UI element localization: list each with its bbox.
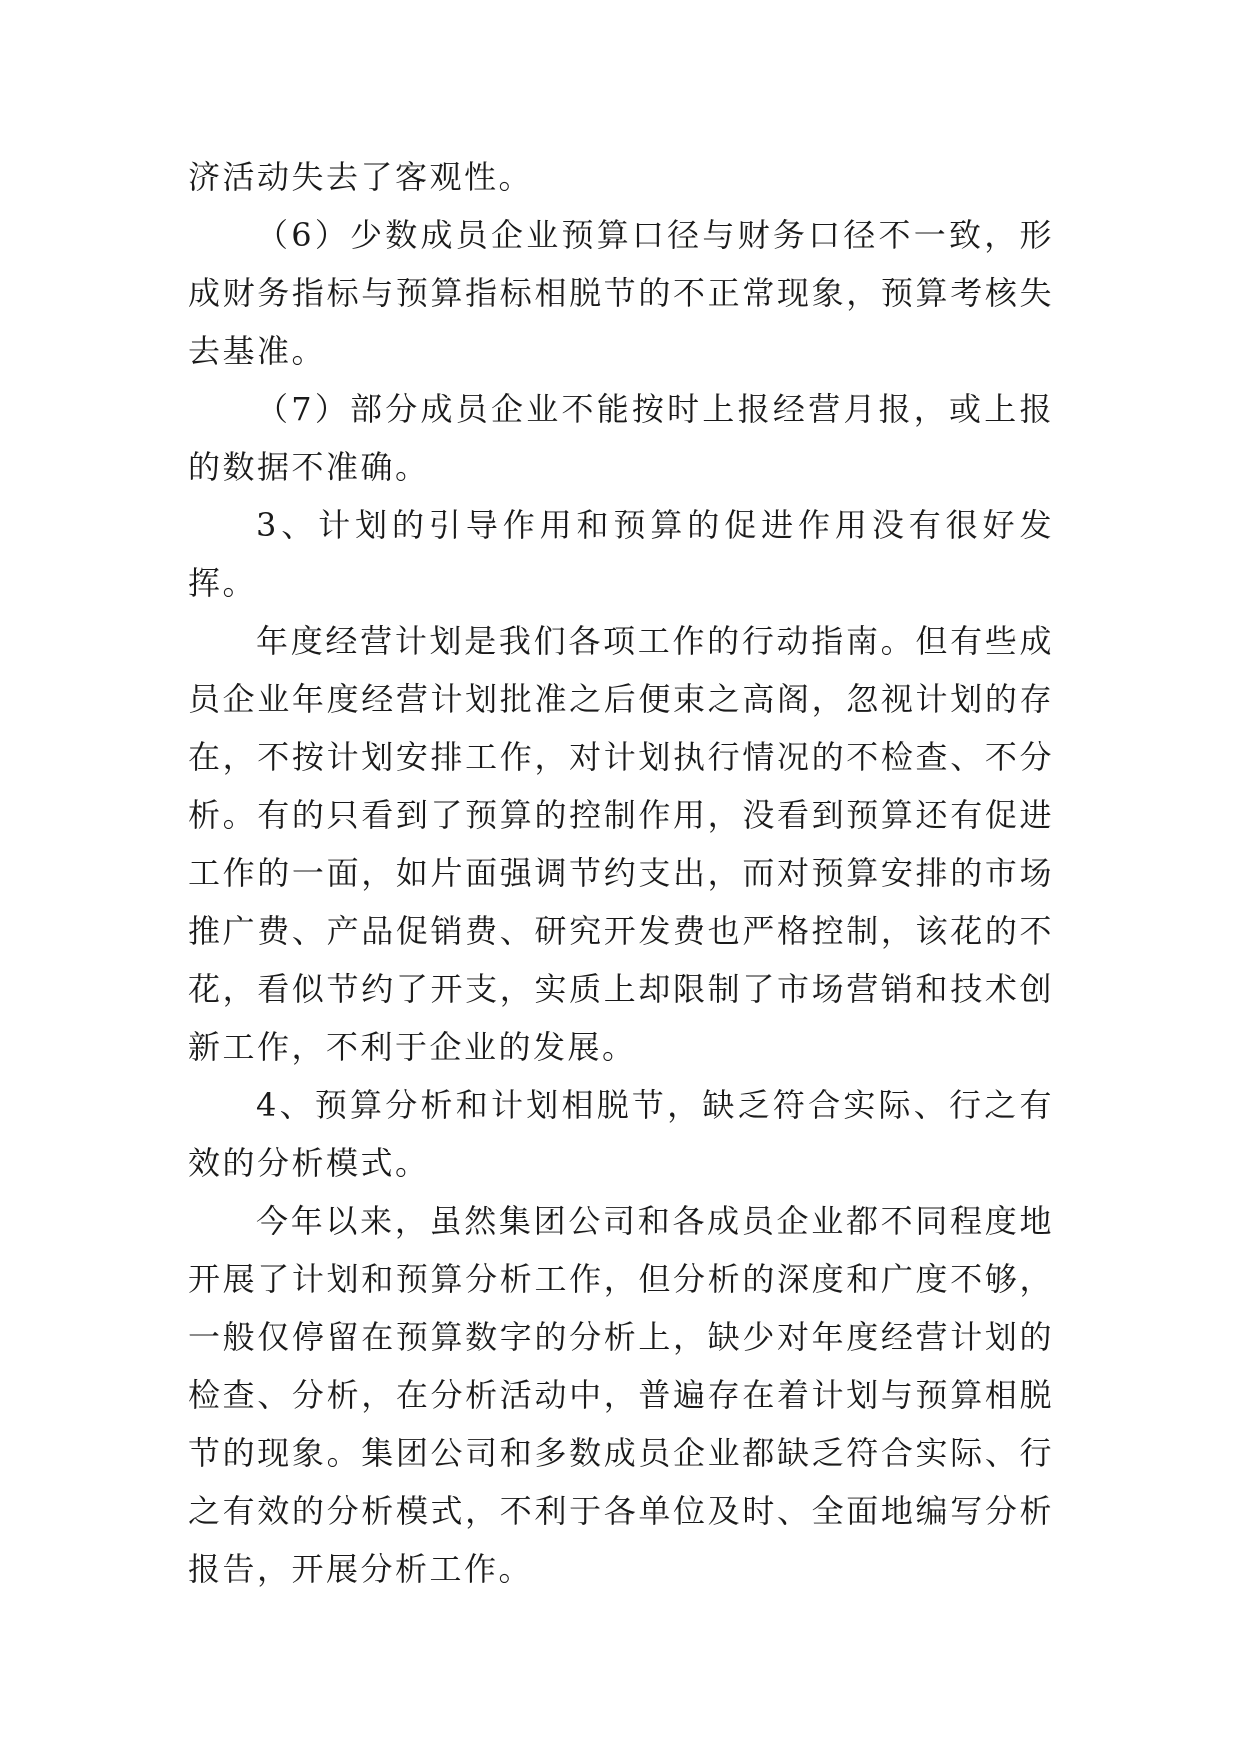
section-heading-3: 3、计划的引导作用和预算的促进作用没有很好发挥。 (188, 506, 1054, 602)
paragraph-item-7: （7）部分成员企业不能按时上报经营月报，或上报的数据不准确。 (188, 390, 1054, 486)
document-body (188, 148, 1054, 1598)
paragraph-annual-plan: 年度经营计划是我们各项工作的行动指南。但有些成员企业年度经营计划批准之后便束之高阁，忽视计划的存在，不按计划安排工作，对计划执行情况的不检查、不分析。有的只看到了预算的控制作用，没看到预算还有促进工作的一面，如片面强调节约支出，而对预算安排的市场推广费、产品促销费、研究开发费也严格控制，该花的不花，看似节约了开支，实质上却限制了市场营销和技术创新工作，不利于企业的发展。 (188, 622, 1054, 1066)
paragraph-analysis: 今年以来，虽然集团公司和各成员企业都不同程度地开展了计划和预算分析工作，但分析的深度和广度不够，一般仅停留在预算数字的分析上，缺少对年度经营计划的检查、分析，在分析活动中，普遍存在着计划与预算相脱节的现象。集团公司和多数成员企业都缺乏符合实际、行之有效的分析模式，不利于各单位及时、全面地编写分析报告，开展分析工作。 (188, 1202, 1054, 1588)
paragraph-continuation: 济活动失去了客观性。 (188, 158, 534, 196)
section-heading-4: 4、预算分析和计划相脱节，缺乏符合实际、行之有效的分析模式。 (188, 1086, 1054, 1182)
paragraph-item-6: （6）少数成员企业预算口径与财务口径不一致，形成财务指标与预算指标相脱节的不正常现象，预算考核失去基准。 (188, 216, 1054, 370)
